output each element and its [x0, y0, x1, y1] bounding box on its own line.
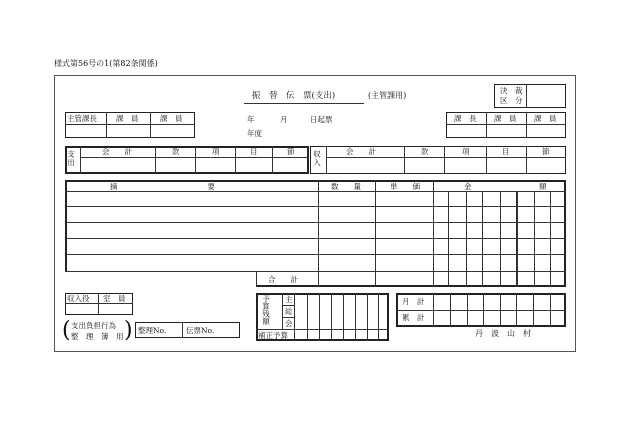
form-title-sub: (主管課用) [368, 91, 407, 100]
budget-row-1: 総 [285, 307, 293, 316]
left-stamp-label-2: 課 員 [160, 114, 183, 123]
table-header-summary: 摘 要 [110, 182, 215, 191]
account-left-h3: 目 [250, 147, 258, 156]
budget-row-2: 会 [285, 319, 293, 328]
bracket-left: ( [62, 318, 71, 343]
account-right-h1: 款 [421, 147, 429, 156]
account-right-h3: 目 [502, 147, 510, 156]
account-left-h4: 節 [287, 147, 295, 156]
right-stamp-label-1: 課 員 [494, 114, 517, 123]
account-right-h2: 項 [462, 147, 470, 156]
left-stamp-label-1: 課 員 [116, 114, 139, 123]
table-header-qty: 数 量 [331, 182, 361, 191]
receipt-role: 収入役 [67, 294, 90, 303]
form-caption: 様式第56号の1(第82条関係) [54, 59, 158, 68]
account-right-h4: 節 [542, 147, 550, 156]
ref-denpyo: 伝票No. [186, 326, 215, 335]
account-left-h1: 款 [172, 147, 180, 156]
left-stamp-label-0: 主管課長 [67, 114, 97, 123]
receipt-clerk: 室 員 [103, 294, 126, 303]
title-underline [244, 103, 364, 104]
bracket-right: ) [124, 318, 133, 343]
date-year: 年 [247, 115, 255, 124]
decision-label-2: 区 分 [500, 96, 523, 105]
account-right-side: 収入 [312, 150, 322, 167]
note-line-1: 支出負担行為 [71, 321, 116, 330]
month-total: 月 計 [402, 297, 425, 306]
right-stamp-label-2: 課 員 [534, 114, 557, 123]
date-fiscal: 年度 [247, 129, 262, 138]
account-right-h0: 会 計 [346, 147, 376, 156]
ref-seiri: 整理No. [138, 326, 167, 335]
account-left-side: 支出 [66, 150, 76, 167]
date-day-start: 日起票 [310, 115, 333, 124]
date-month: 月 [280, 115, 288, 124]
table-header-amount: 金 額 [464, 182, 547, 191]
right-stamp-label-0: 課 長 [454, 114, 477, 123]
table-total-label: 合 計 [268, 275, 298, 284]
table-header-price: 単 価 [390, 182, 420, 191]
decision-label-1: 決 裁 [500, 86, 523, 95]
account-left-h0: 会 計 [102, 147, 132, 156]
account-left-h2: 項 [212, 147, 220, 156]
budget-row-0: 主 [285, 295, 293, 304]
budget-correction: 補正予算 [258, 331, 288, 340]
note-line-2: 整 理 簿 用 [71, 332, 124, 341]
municipality: 丹 波 山 村 [475, 329, 531, 338]
form-title: 振 替 伝 票(支出) [252, 91, 336, 101]
budget-vertical-label: 予算残額 [261, 295, 271, 325]
cumulative-total: 累 計 [402, 313, 425, 322]
